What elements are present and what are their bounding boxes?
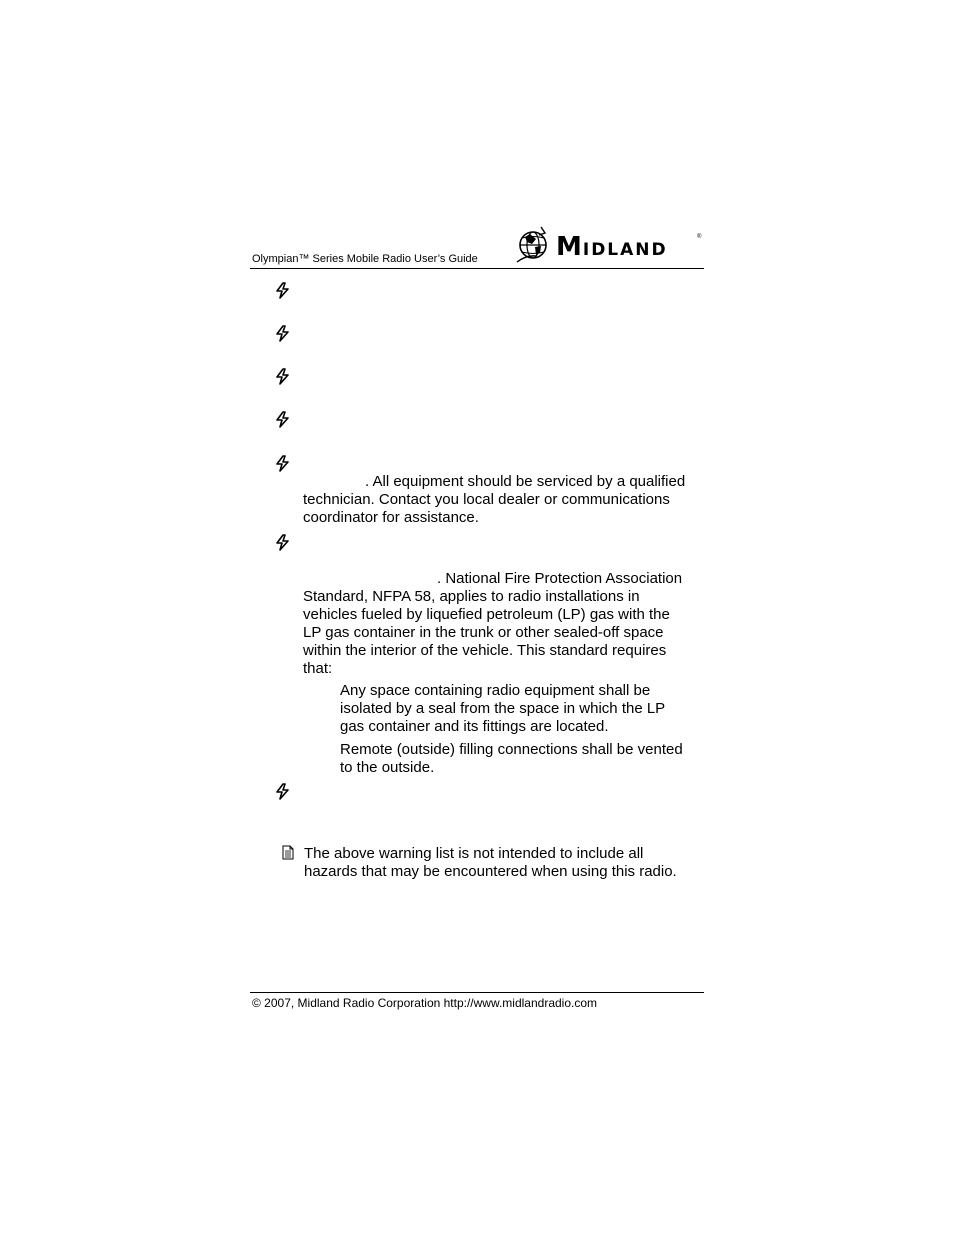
note-document-icon <box>282 845 294 860</box>
logo-wordmark <box>556 233 668 264</box>
warning-5-line-2: technician. Contact you local dealer or communications <box>303 491 670 508</box>
running-header-title: Olympian™ Series Mobile Radio User’s Guide <box>252 253 478 265</box>
note-line-2: hazards that may be encountered when using this radio. <box>304 863 677 880</box>
sub-item-1-line-3: gas container and its fittings are located. <box>340 718 609 735</box>
warning-6-line-6: that: <box>303 660 333 677</box>
logo-rest: IDLAND <box>582 240 668 260</box>
logo-registered-mark: ® <box>697 234 702 240</box>
lightning-bolt-icon <box>274 534 291 551</box>
sub-item-1-line-1: Any space containing radio equipment shall be <box>340 682 651 699</box>
header-rule <box>250 268 704 269</box>
warning-5-line-1: . All equipment should be serviced by a qualified <box>365 473 686 490</box>
note-line-1: The above warning list is not intended to include all <box>304 845 644 862</box>
warning-6-line-2: Standard, NFPA 58, applies to radio installations in <box>303 588 640 605</box>
sub-item-2-line-2: to the outside. <box>340 759 435 776</box>
lightning-bolt-icon <box>274 783 291 800</box>
lightning-bolt-icon <box>274 411 291 428</box>
logo-initial: M <box>556 232 583 262</box>
sub-item-1-line-2: isolated by a seal from the space in which the LP <box>340 700 666 717</box>
lightning-bolt-icon <box>274 282 291 299</box>
warning-6-line-5: within the interior of the vehicle. This standard requires <box>303 642 667 659</box>
warning-6-line-4: LP gas container in the trunk or other sealed-off space <box>303 624 664 641</box>
warning-6-line-3: vehicles fueled by liquefied petroleum (LP) gas with the <box>303 606 670 623</box>
midland-logo <box>516 225 704 267</box>
warning-6-line-1: . National Fire Protection Association <box>437 570 683 587</box>
sub-item-2-line-1: Remote (outside) filling connections shall be vented <box>340 741 683 758</box>
lightning-bolt-icon <box>274 325 291 342</box>
lightning-bolt-icon <box>274 368 291 385</box>
footer-rule <box>250 992 704 993</box>
lightning-bolt-icon <box>274 455 291 472</box>
warning-5-line-3: coordinator for assistance. <box>303 509 479 526</box>
globe-icon <box>516 225 552 267</box>
footer-copyright: © 2007, Midland Radio Corporation http://www.midlandradio.com <box>252 996 598 1010</box>
